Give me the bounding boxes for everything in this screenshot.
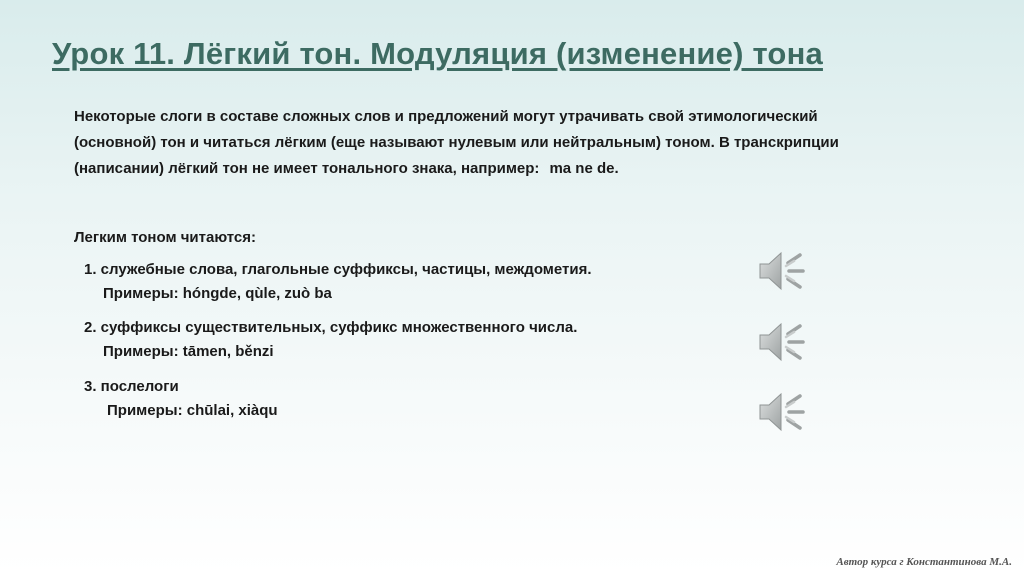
list-item-label: 2. суффиксы существительных, суффикс множественного числа. [84,319,578,336]
list-item [84,316,577,364]
speaker-icon[interactable] [756,245,808,297]
intro-paragraph [74,104,854,182]
intro-text: Некоторые слоги в составе сложных слов и предложений могут утрачивать свой этимологический (основной) тон и читаться лёгким (еще называют нулевым или нейтральным) тоном. В транскрипции (написании) лёгкий тон не имеет тонального знака, например: [74,108,839,177]
list-item [84,375,278,423]
list-item-examples: Примеры: tāmen, běnzi [103,343,274,360]
section-subheading: Легким тоном читаются: [74,229,256,246]
list-item-examples: Примеры: chūlai, xiàqu [107,402,278,419]
speaker-icon[interactable] [756,316,808,368]
list-item-label: 3. послелоги [84,378,179,395]
intro-examples: ma ne de. [549,160,619,177]
list-item-examples: Примеры: hóngde, qùle, zuò ba [103,285,332,302]
author-footer: Автор курса г Константинова М.А. [836,556,1012,568]
speaker-icon[interactable] [756,386,808,438]
list-item-label: 1. служебные слова, глагольные суффиксы, частицы, междометия. [84,261,592,278]
slide-title: Урок 11. Лёгкий тон. Модуляция (изменение) тона [52,36,823,71]
list-item [84,258,592,306]
